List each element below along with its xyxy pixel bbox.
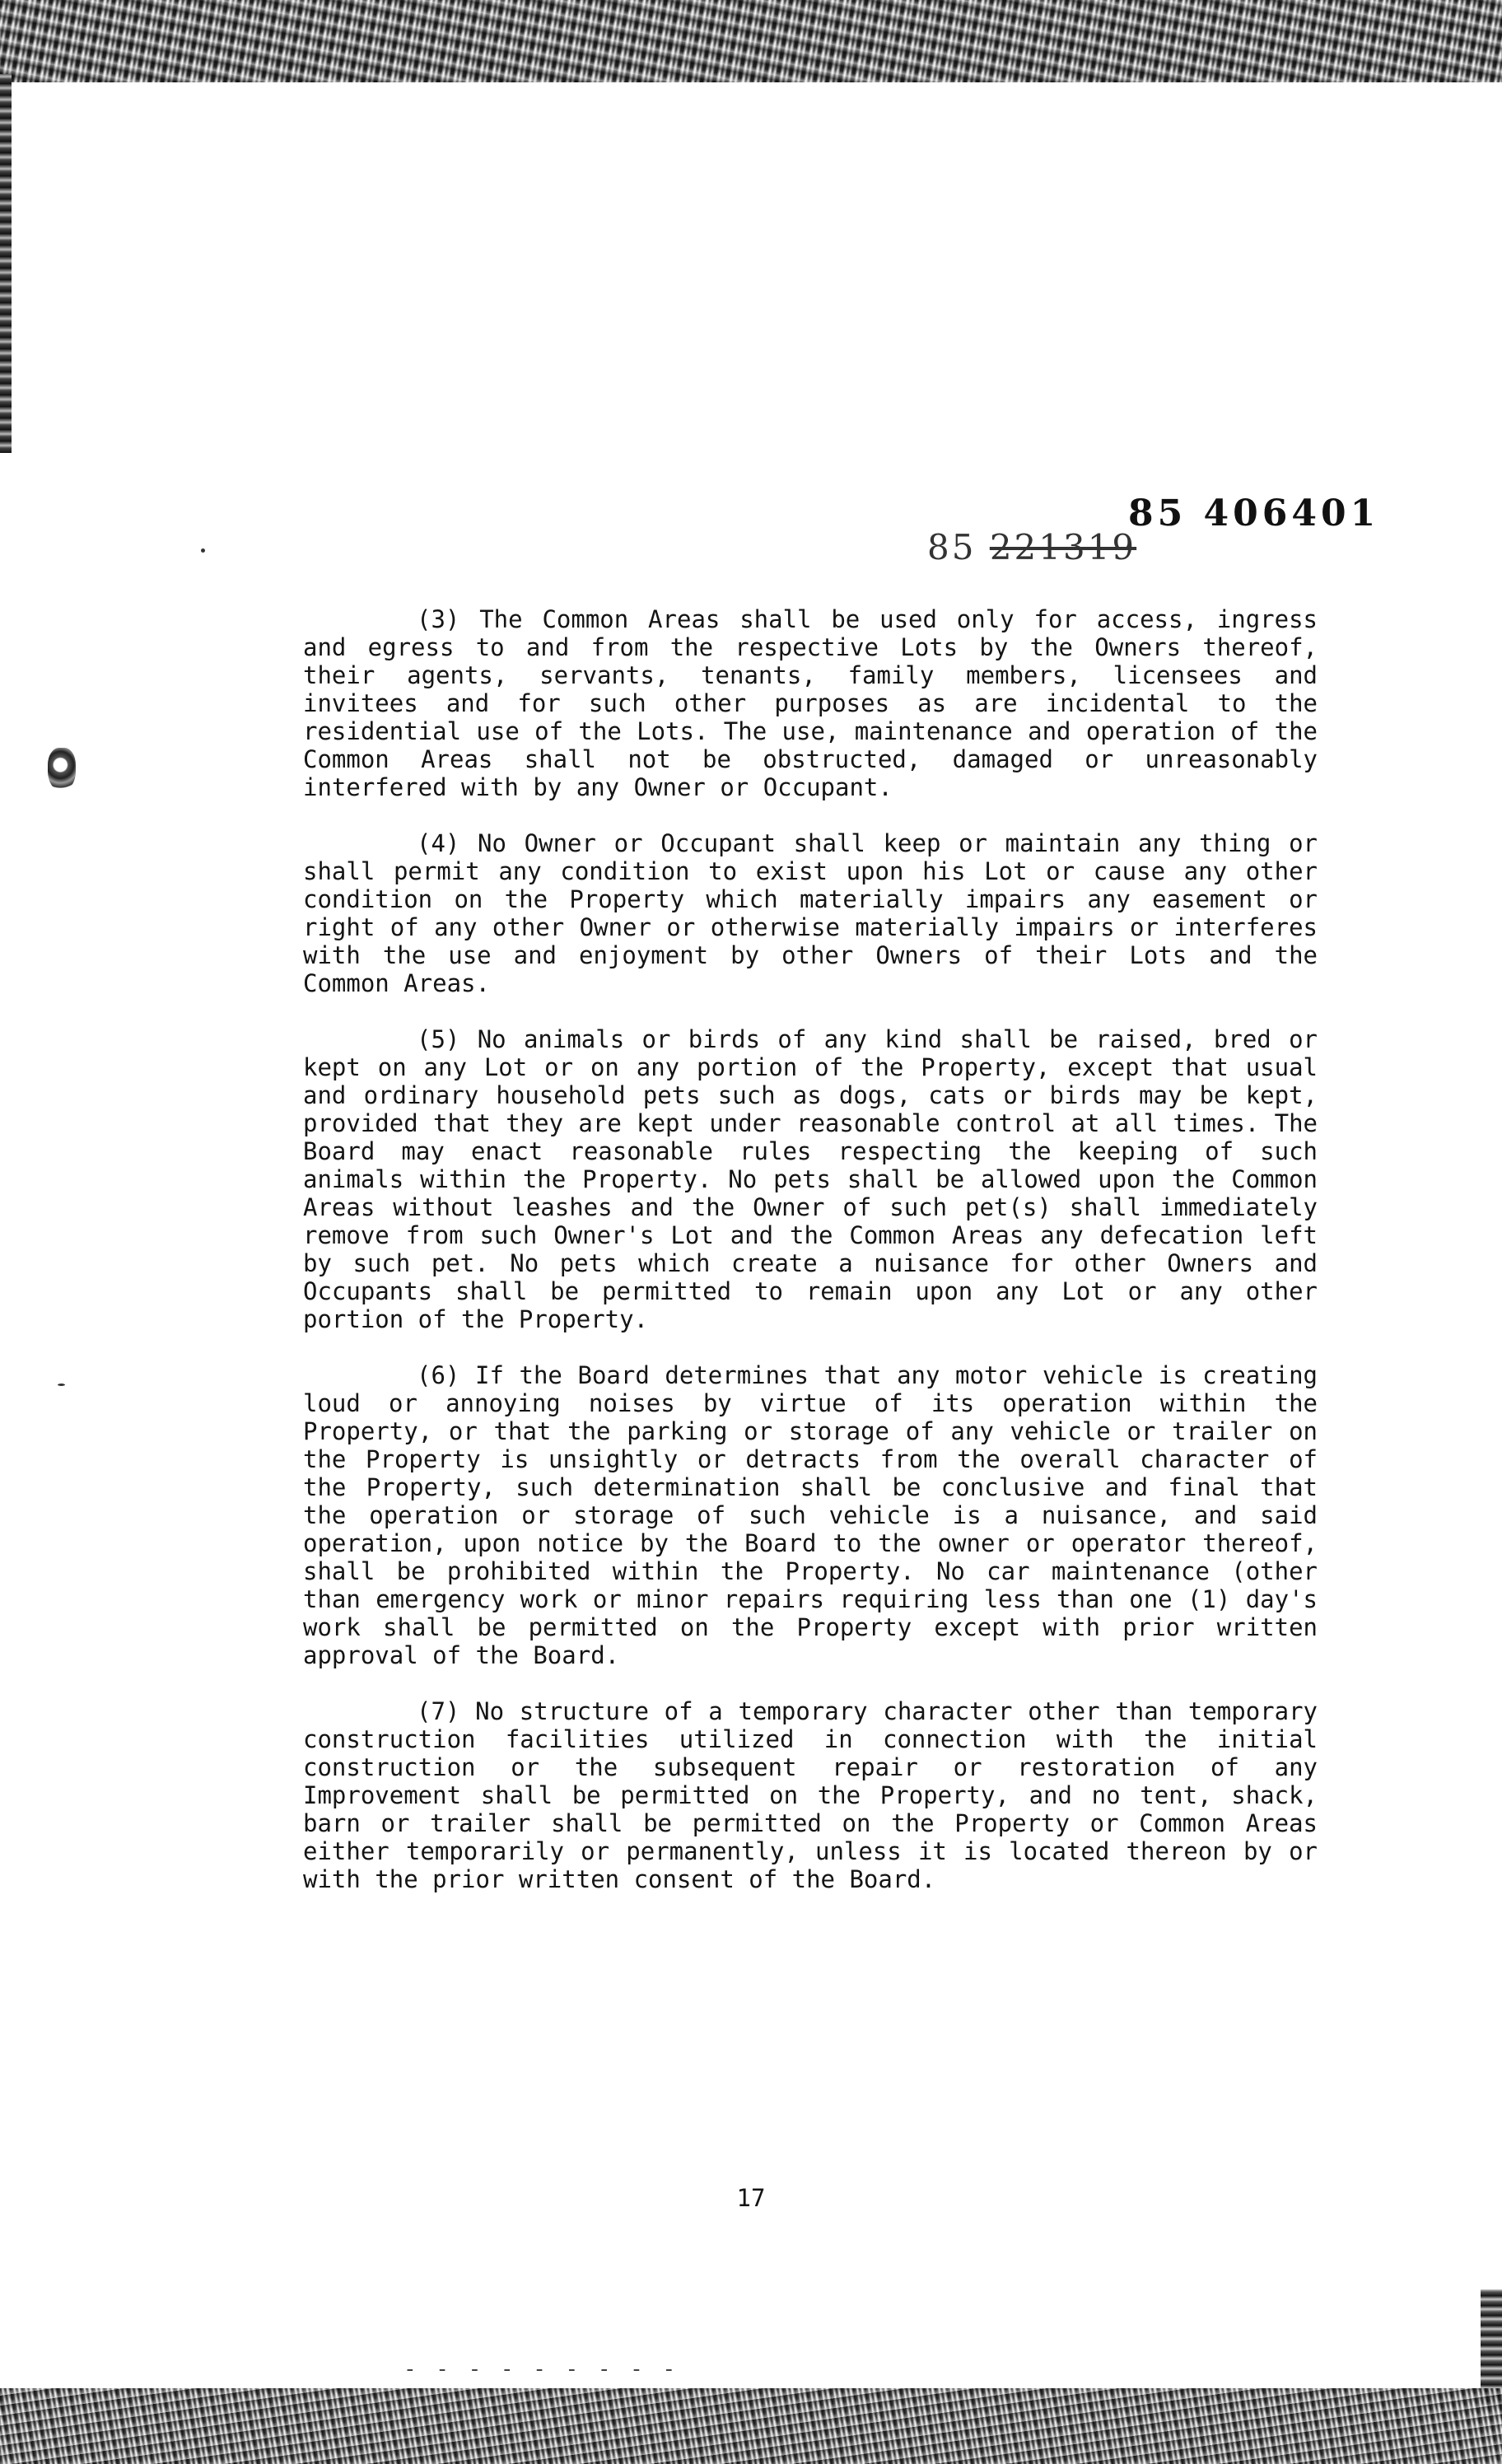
document-body — [303, 605, 1318, 1921]
scan-edge-left — [0, 74, 12, 453]
speck-mark — [58, 1384, 65, 1386]
document-number-stamp: 85 406401 — [1128, 492, 1380, 534]
paragraph-6: (6) If the Board determines that any motor vehicle is creating loud or annoying noises by virtue of its operation within the Property, or that the parking or storage of any vehicle or trailer on the Property is unsightly or detracts from the overall character of the Property, such determination shall be conclusive and final that the operation or storage of such vehicle is a nuisance, and said operation, upon notice by the Board to the owner or operator thereof, shall be prohibited within the Property. No car maintenance (other than emergency work or minor repairs requiring less than one (1) day's work shall be permitted on the Property except with prior written approval of the Board. — [303, 1361, 1318, 1669]
struck-number-value: 221319 — [989, 527, 1137, 567]
page-number: 17 — [736, 2184, 766, 2212]
paragraph-3: (3) The Common Areas shall be used only for access, ingress and egress to and from the respective Lots by the Owners thereof, their agents, servants, tenants, family members, licensees and invitees and for such other purposes as are incidental to the residential use of the Lots. The use, maintenance and operation of the Common Areas shall not be obstructed, damaged or unreasonably interfered with by any Owner or Occupant. — [303, 605, 1318, 801]
paragraph-4: (4) No Owner or Occupant shall keep or maintain any thing or shall permit any condition to exist upon his Lot or cause any other condition on the Property which materially impairs any easement or right of any other Owner or otherwise materially impairs or interferes with the use and enjoyment by other Owners of their Lots and the Common Areas. — [303, 829, 1318, 997]
scan-edge-right — [1481, 2289, 1502, 2405]
scan-noise-top-overlay — [0, 0, 1502, 82]
paragraph-7: (7) No structure of a temporary character other than temporary construction facilities utilized in connection with the initial construction or the subsequent repair or restoration of any Improvement shall be permitted on the Property, and no tent, shack, barn or trailer shall be permitted on the Property or Common Areas either temporarily or permanently, unless it is located thereon by or with the prior written consent of the Board. — [303, 1697, 1318, 1893]
paragraph-5: (5) No animals or birds of any kind shall be raised, bred or kept on any Lot or on any portion of the Property, except that usual and ordinary household pets such as dogs, cats or birds may be kept, provided that they are kept under reasonable control at all times. The Board may enact reasonable rules respecting the keeping of such animals within the Property. No pets shall be allowed upon the Common Areas without leashes and the Owner of such pet(s) shall immediately remove from such Owner's Lot and the Common Areas any defecation left by such pet. No pets which create a nuisance for other Owners and Occupants shall be permitted to remain upon any Lot or any other portion of the Property. — [303, 1025, 1318, 1333]
bottom-marks: - - - - - - - - - — [403, 2357, 679, 2382]
punch-hole-mark — [48, 748, 76, 791]
struck-document-number — [927, 527, 1136, 567]
speck-mark — [201, 548, 205, 553]
struck-number-prefix: 85 — [927, 527, 977, 567]
scan-noise-bottom-overlay — [0, 2388, 1502, 2464]
